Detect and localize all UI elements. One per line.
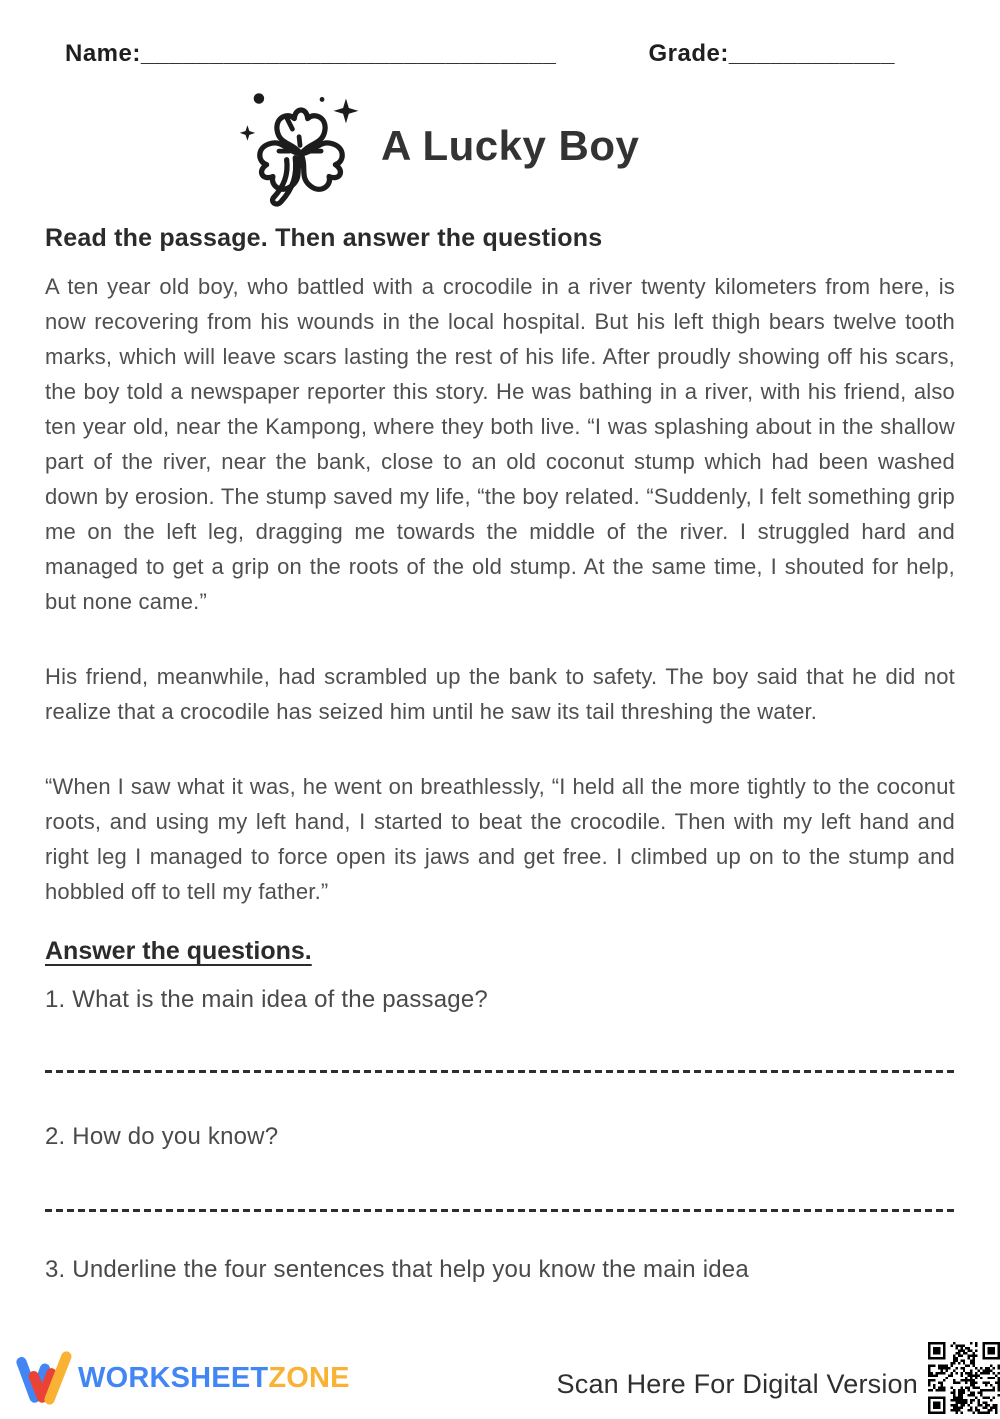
- answer-questions-heading: Answer the questions.: [45, 937, 312, 965]
- question-2: 2. How do you know?: [45, 1123, 279, 1150]
- name-grade-row: [45, 40, 955, 68]
- brand-word-zone: ZONE: [268, 1361, 350, 1394]
- instruction-heading: Read the passage. Then answer the questions: [45, 224, 603, 252]
- shamrock-icon: [237, 87, 365, 219]
- reading-passage: [45, 269, 955, 909]
- passage-paragraph: His friend, meanwhile, had scrambled up the bank to safety. The boy said that he did not realize that a crocodile has seized him until he saw its tail threshing the water.: [45, 664, 955, 724]
- answer-blank-line-1: [45, 1070, 955, 1073]
- grade-label: Grade:: [648, 40, 729, 67]
- name-label: Name:: [65, 40, 141, 67]
- title-row: [237, 90, 955, 216]
- sparkle-star-left: [240, 125, 255, 140]
- worksheetzone-w-icon: [14, 1350, 72, 1406]
- brand-word-worksheet: WORKSHEET: [78, 1361, 269, 1394]
- worksheetzone-logo: [14, 1350, 350, 1406]
- answer-blank-line-2: [45, 1209, 955, 1212]
- passage-paragraph: “When I saw what it was, he went on breathlessly, “I held all the more tightly to the coconut roots, and using my left hand, I started to beat the crocodile. Then with my left hand and right leg I managed to force open its jaws and get free. I climbed up on to the stump and hobbled off to tell my father.”: [45, 774, 955, 904]
- questions-section: [45, 909, 955, 1284]
- name-blank-line: ______________________________: [140, 40, 557, 67]
- question-3: 3. Underline the four sentences that help you know the main idea: [45, 1256, 749, 1283]
- page-title: A Lucky Boy: [381, 122, 640, 169]
- passage-paragraph: A ten year old boy, who battled with a crocodile in a river twenty kilometers from here, is now recovering from his wounds in the local hospital. But his left thigh bears twelve tooth marks, which will leave scars lasting the rest of his life. After proudly showing off his scars, the boy told a newspaper reporter this story. He was bathing in a river, with his friend, also ten year old, near the Kampong, where they both live. “I was splashing about in the shallow part of the river, near the bank, close to an old coconut stump which had been washed down by erosion. The stump saved my life, “the boy related. “Suddenly, I felt something grip me on the left leg, dragging me towards the middle of the river. I struggled hard and managed to get a grip on the roots of the old stump. At the same time, I shouted for help, but none came.”: [45, 274, 955, 614]
- sparkle-dot-large: [254, 93, 265, 104]
- page-footer: [14, 1342, 1000, 1414]
- brand-name: [78, 1362, 350, 1395]
- grade-blank-line: ____________: [728, 40, 895, 67]
- question-1: 1. What is the main idea of the passage?: [45, 986, 488, 1013]
- grade-field: [648, 40, 895, 68]
- sparkle-dot-small: [320, 97, 325, 102]
- scan-here-label: Scan Here For Digital Version: [556, 1369, 918, 1399]
- qr-code: [928, 1342, 1000, 1414]
- sparkle-star-right: [334, 98, 359, 123]
- name-field: [65, 40, 556, 68]
